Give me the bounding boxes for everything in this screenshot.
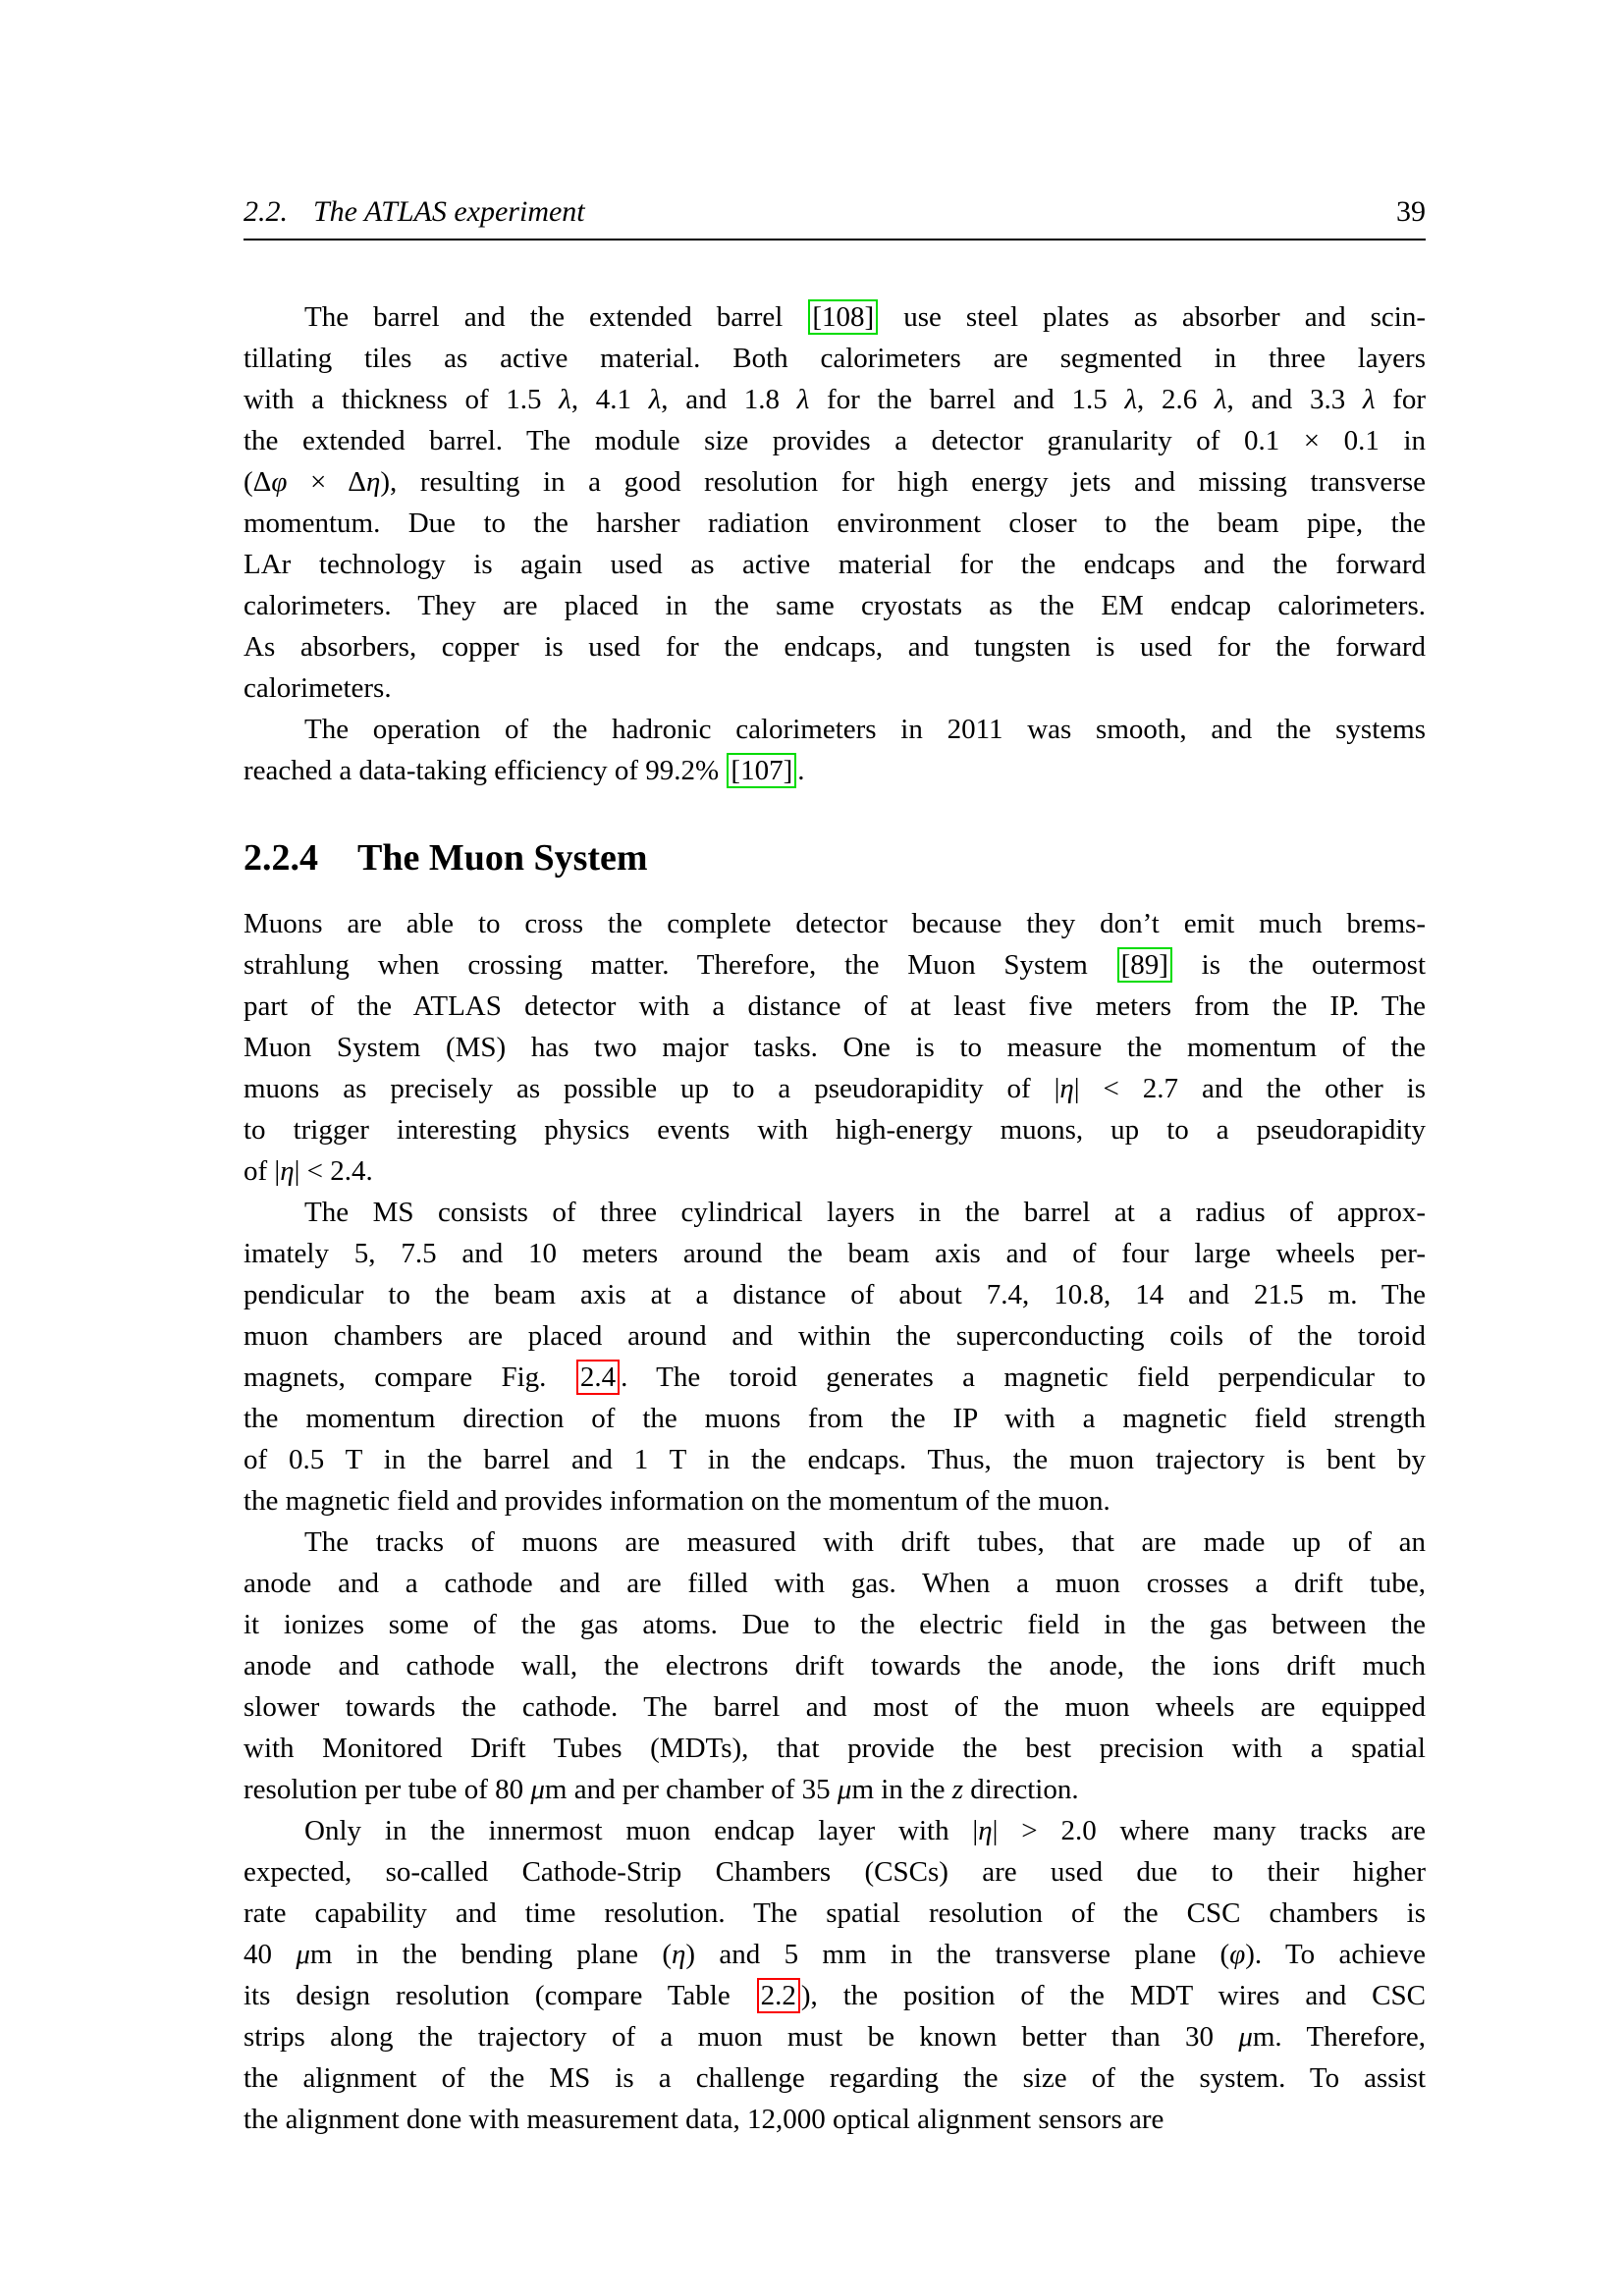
- paragraph: [244, 709, 1426, 791]
- text-run: imately 5, 7.5 and 10 meters around the beam axis and of four large wheels per-: [244, 1238, 1426, 1269]
- text-run: direction.: [963, 1774, 1079, 1805]
- text-line: [244, 2016, 1426, 2057]
- text-run: pendicular to the beam axis at a distance of about 7.4, 10.8, 14 and 21.5 m. The: [244, 1279, 1426, 1310]
- text-run: μ: [1238, 2021, 1253, 2053]
- text-line: [244, 1068, 1426, 1109]
- text-run: anode and a cathode and are filled with gas. When a muon crosses a drift tube,: [244, 1568, 1426, 1599]
- text-run: reached a data-taking efficiency of 99.2%: [244, 755, 727, 786]
- text-run: slower towards the cathode. The barrel and most of the muon wheels are equipped: [244, 1691, 1426, 1723]
- text-run: to trigger interesting physics events with high-energy muons, up to a pseudorapidity: [244, 1114, 1426, 1146]
- text-run: 40: [244, 1939, 297, 1970]
- text-line: [244, 461, 1426, 503]
- text-run: strips along the trajectory of a muon must be known better than 30: [244, 2021, 1239, 2053]
- text-line: [244, 667, 1426, 709]
- text-line: [244, 1192, 1426, 1233]
- text-line: [244, 1109, 1426, 1150]
- text-run: μ: [837, 1774, 852, 1805]
- text-run: use steel plates as absorber and scin-: [879, 301, 1426, 333]
- text-run: , and 1.8: [661, 384, 797, 415]
- text-run: As absorbers, copper is used for the endcaps, and tungsten is used for the forward: [244, 631, 1426, 663]
- text-run: μ: [296, 1939, 310, 1970]
- text-run: The barrel and the extended barrel: [304, 301, 808, 333]
- text-run: (Δ: [244, 466, 272, 498]
- text-line: [244, 903, 1426, 944]
- text-run: φ: [271, 466, 288, 498]
- text-run: λ: [1124, 384, 1138, 415]
- section-heading-title: The Muon System: [357, 837, 648, 879]
- text-run: η: [672, 1939, 686, 1970]
- header-section-number: 2.2.: [244, 195, 288, 228]
- text-line: [244, 626, 1426, 667]
- text-run: tillating tiles as active material. Both calorimeters are segmented in three layers: [244, 343, 1426, 374]
- text-line: [244, 1686, 1426, 1728]
- citation-link[interactable]: [89]: [1117, 947, 1172, 983]
- text-line: [244, 1150, 1426, 1192]
- text-line: [244, 1563, 1426, 1604]
- page-body: [244, 296, 1426, 2140]
- text-line: [244, 2057, 1426, 2099]
- text-line: [244, 338, 1426, 379]
- text-run: μ: [530, 1774, 545, 1805]
- text-line: [244, 944, 1426, 986]
- text-run: calorimeters.: [244, 672, 392, 704]
- text-run: η: [365, 466, 381, 498]
- text-run: m in the: [851, 1774, 952, 1805]
- text-run: | < 2.4.: [294, 1155, 373, 1187]
- text-run: Muons are able to cross the complete detector because they don’t emit much brems-: [244, 908, 1426, 939]
- text-line: [244, 709, 1426, 750]
- text-run: its design resolution (compare Table: [244, 1980, 756, 2011]
- text-run: . The toroid generates a magnetic field perpendicular to: [621, 1362, 1426, 1393]
- text-line: [244, 296, 1426, 338]
- text-line: [244, 1315, 1426, 1357]
- text-run: ) and 5 mm in the transverse plane (: [685, 1939, 1230, 1970]
- text-line: [244, 1274, 1426, 1315]
- section-heading: [244, 832, 1426, 883]
- text-run: η: [1059, 1073, 1074, 1104]
- text-run: magnets, compare Fig.: [244, 1362, 575, 1393]
- paragraph: [244, 903, 1426, 1192]
- text-line: [244, 1975, 1426, 2016]
- text-line: [244, 1728, 1426, 1769]
- text-run: the momentum direction of the muons from the IP with a magnetic field strength: [244, 1403, 1426, 1434]
- text-run: , 4.1: [570, 384, 649, 415]
- text-run: the alignment of the MS is a challenge regarding the size of the system. To assist: [244, 2062, 1426, 2094]
- text-run: muon chambers are placed around and within the superconducting coils of the toroid: [244, 1320, 1426, 1352]
- text-run: λ: [1214, 384, 1227, 415]
- text-line: [244, 1233, 1426, 1274]
- text-line: [244, 1357, 1426, 1398]
- text-run: .: [797, 755, 805, 786]
- text-run: the alignment done with measurement data, 12,000 optical alignment sensors are: [244, 2104, 1164, 2135]
- text-line: [244, 750, 1426, 791]
- text-run: λ: [796, 384, 810, 415]
- text-line: [244, 1769, 1426, 1810]
- text-run: calorimeters. They are placed in the same cryostats as the EM endcap calorimeters.: [244, 590, 1426, 621]
- text-run: | < 2.7 and the other is: [1073, 1073, 1426, 1104]
- text-run: m. Therefore,: [1252, 2021, 1426, 2053]
- text-run: momentum. Due to the harsher radiation environment closer to the beam pipe, the: [244, 507, 1426, 539]
- text-run: part of the ATLAS detector with a distance of at least five meters from the IP. The: [244, 990, 1426, 1022]
- section-heading-number: 2.2.4: [244, 837, 318, 879]
- header-section-title: The ATLAS experiment: [313, 195, 585, 228]
- cross-ref-link[interactable]: 2.4: [576, 1360, 620, 1395]
- text-run: , and 3.3: [1226, 384, 1363, 415]
- text-line: [244, 1810, 1426, 1851]
- text-line: [244, 1893, 1426, 1934]
- text-run: | > 2.0 where many tracks are: [992, 1815, 1426, 1846]
- text-run: m and per chamber of 35: [544, 1774, 838, 1805]
- paragraph: [244, 296, 1426, 709]
- text-run: ), resulting in a good resolution for high energy jets and missing transverse: [380, 466, 1427, 498]
- text-run: of |: [244, 1155, 281, 1187]
- text-line: [244, 503, 1426, 544]
- text-run: λ: [648, 384, 662, 415]
- page-number: 39: [1396, 195, 1426, 228]
- text-run: with a thickness of 1.5: [244, 384, 560, 415]
- text-line: [244, 2099, 1426, 2140]
- text-run: λ: [559, 384, 571, 415]
- text-line: [244, 1604, 1426, 1645]
- paragraph: [244, 1810, 1426, 2140]
- text-run: expected, so-called Cathode-Strip Chambers (CSCs) are used due to their higher: [244, 1856, 1426, 1888]
- text-line: [244, 1027, 1426, 1068]
- text-line: [244, 986, 1426, 1027]
- text-run: for the barrel and 1.5: [809, 384, 1125, 415]
- text-run: rate capability and time resolution. The spatial resolution of the CSC chambers is: [244, 1897, 1426, 1929]
- running-head: [244, 194, 1426, 230]
- text-run: The tracks of muons are measured with drift tubes, that are made up of an: [304, 1526, 1426, 1558]
- text-run: for: [1375, 384, 1427, 415]
- text-run: × Δ: [287, 466, 366, 498]
- text-line: [244, 1645, 1426, 1686]
- text-line: [244, 1480, 1426, 1522]
- text-run: , 2.6: [1137, 384, 1215, 415]
- header-rule: [244, 239, 1426, 240]
- text-line: [244, 1934, 1426, 1975]
- text-run: ), the position of the MDT wires and CSC: [800, 1980, 1426, 2011]
- text-line: [244, 1398, 1426, 1439]
- text-line: [244, 1522, 1426, 1563]
- citation-link[interactable]: [107]: [727, 753, 796, 788]
- text-line: [244, 585, 1426, 626]
- text-line: [244, 544, 1426, 585]
- text-run: it ionizes some of the gas atoms. Due to the electric field in the gas between the: [244, 1609, 1426, 1640]
- paragraph: [244, 1192, 1426, 1522]
- text-run: anode and cathode wall, the electrons drift towards the anode, the ions drift much: [244, 1650, 1426, 1682]
- text-run: Muon System (MS) has two major tasks. One is to measure the momentum of the: [244, 1032, 1426, 1063]
- text-line: [244, 1439, 1426, 1480]
- running-head-left: [244, 194, 585, 230]
- text-run: η: [978, 1815, 993, 1846]
- text-run: λ: [1362, 384, 1376, 415]
- text-run: z: [951, 1774, 964, 1805]
- text-run: the magnetic field and provides information on the momentum of the muon.: [244, 1485, 1110, 1517]
- text-run: η: [280, 1155, 295, 1187]
- text-run: Only in the innermost muon endcap layer with |: [304, 1815, 979, 1846]
- citation-link[interactable]: [108]: [808, 299, 878, 335]
- text-run: LAr technology is again used as active material for the endcaps and the forward: [244, 549, 1426, 580]
- text-run: the extended barrel. The module size provides a detector granularity of 0.1 × 0.1 in: [244, 425, 1426, 456]
- text-run: The operation of the hadronic calorimeters in 2011 was smooth, and the systems: [304, 714, 1426, 745]
- cross-ref-link[interactable]: 2.2: [757, 1978, 800, 2013]
- text-line: [244, 420, 1426, 461]
- text-run: muons as precisely as possible up to a pseudorapidity of |: [244, 1073, 1060, 1104]
- text-line: [244, 379, 1426, 420]
- text-run: φ: [1229, 1939, 1246, 1970]
- text-run: The MS consists of three cylindrical layers in the barrel at a radius of approx-: [304, 1197, 1426, 1228]
- text-run: m in the bending plane (: [309, 1939, 672, 1970]
- text-run: is the outermost: [1172, 949, 1427, 981]
- text-run: resolution per tube of 80: [244, 1774, 531, 1805]
- text-run: of 0.5 T in the barrel and 1 T in the endcaps. Thus, the muon trajectory is bent by: [244, 1444, 1426, 1475]
- text-run: ). To achieve: [1245, 1939, 1427, 1970]
- paragraph: [244, 1522, 1426, 1810]
- text-line: [244, 1851, 1426, 1893]
- text-run: strahlung when crossing matter. Therefore, the Muon System: [244, 949, 1116, 981]
- text-run: with Monitored Drift Tubes (MDTs), that provide the best precision with a spatial: [244, 1733, 1426, 1764]
